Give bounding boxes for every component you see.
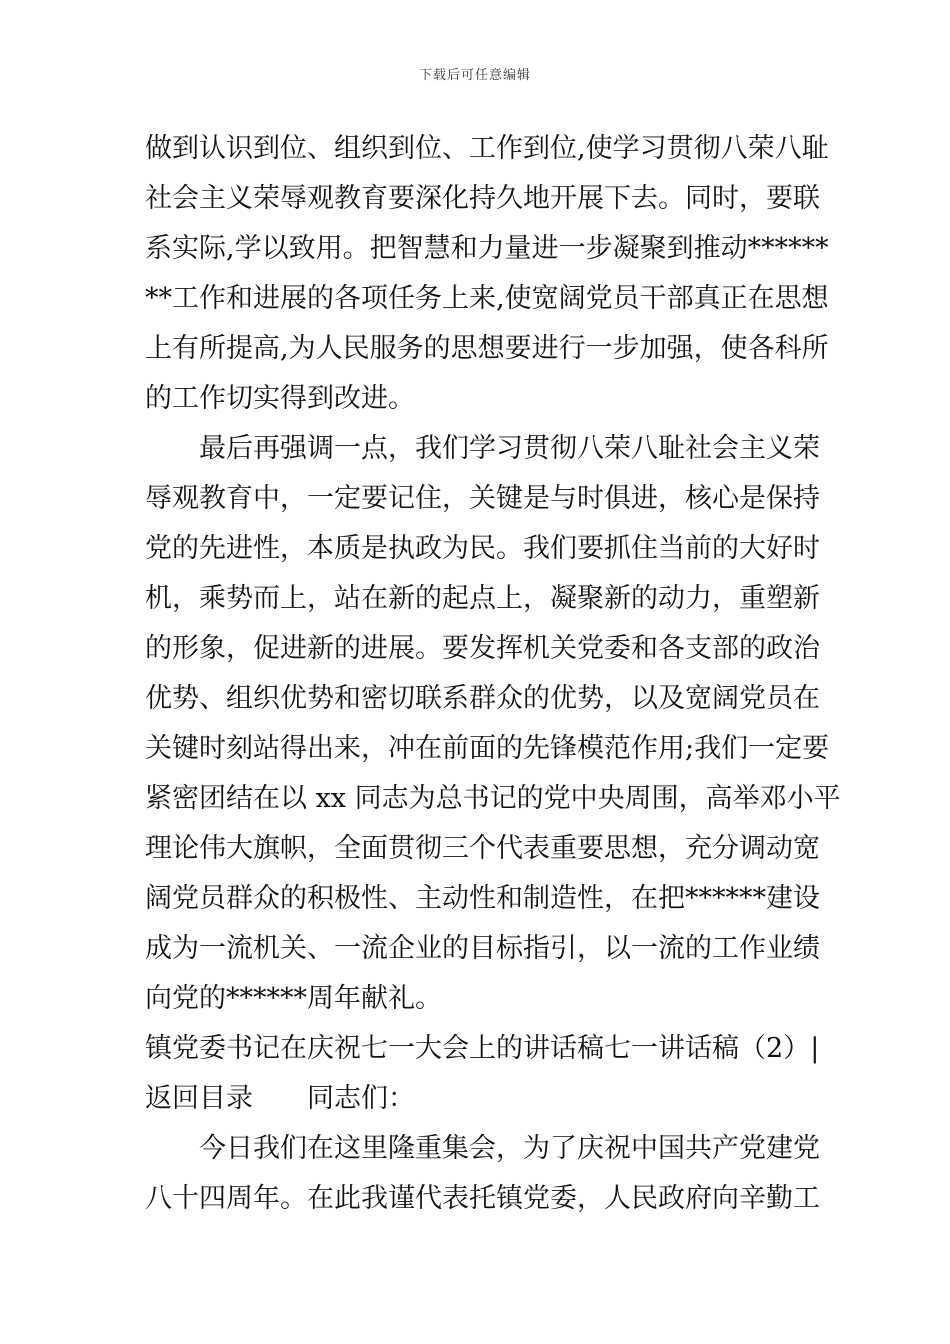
paragraph-line: 理论伟大旗帜，全面贯彻三个代表重要思想，充分调动宽 [145,833,820,864]
section-title: 镇党委书记在庆祝七一大会上的讲话稿七一讲话稿（2） [145,1033,811,1064]
paragraph-line: 辱观教育中，一定要记住，关键是与时俱进，核心是保持 [145,483,820,514]
paragraph-line: 紧密团结在以 xx 同志为总书记的党中央周围，高举邓小平 [145,783,841,814]
paragraph-line: 关键时刻站得出来，冲在前面的先锋模范作用;我们一定要 [145,733,830,764]
paragraph-line: 向党的******周年献礼。 [145,983,442,1014]
paragraph-line: 上有所提高,为人民服务的思想要进行一步加强，使各科所 [145,333,829,364]
back-to-toc-link[interactable]: 返回目录 [145,1083,253,1114]
paragraph-line: 八十四周年。在此我谨代表托镇党委，人民政府向辛勤工 [145,1183,820,1214]
paragraph-line: **工作和进展的各项任务上来,使宽阔党员干部真正在思想 [145,283,829,314]
paragraph-line: 做到认识到位、组织到位、工作到位,使学习贯彻八荣八耻 [145,133,829,164]
paragraph-line: 优势、组织优势和密切联系群众的优势，以及宽阔党员在 [145,683,820,714]
paragraph-line: 社会主义荣辱观教育要深化持久地开展下去。同时，要联 [145,183,820,214]
paragraph-line: 系实际,学以致用。把智慧和力量进一步凝聚到推动****** [145,233,829,264]
paragraph-line: 成为一流机关、一流企业的目标指引，以一流的工作业绩 [145,933,820,964]
paragraph-continuation [145,124,829,424]
separator: | [810,1033,820,1064]
section-subheading-row [145,1074,805,1124]
paragraph-line: 的形象，促进新的进展。要发挥机关党委和各支部的政治 [145,633,820,664]
paragraph-line: 最后再强调一点，我们学习贯彻八荣八耻社会主义荣 [145,433,820,464]
paragraph-line: 机，乘势而上，站在新的起点上，凝聚新的动力，重塑新 [145,583,820,614]
paragraph-line: 阔党员群众的积极性、主动性和制造性，在把******建设 [145,883,820,914]
section-heading [145,1024,820,1124]
section-title-row [145,1024,820,1074]
page-header-note: 下载后可任意编辑 [418,68,531,83]
paragraph-closing [145,424,841,1024]
paragraph-speech-opening [145,1124,820,1224]
salutation: 同志们： [307,1083,415,1114]
paragraph-line: 的工作切实得到改进。 [145,383,415,414]
paragraph-line: 党的先进性，本质是执政为民。我们要抓住当前的大好时 [145,533,820,564]
paragraph-line: 今日我们在这里隆重集会，为了庆祝中国共产党建党 [145,1133,820,1164]
